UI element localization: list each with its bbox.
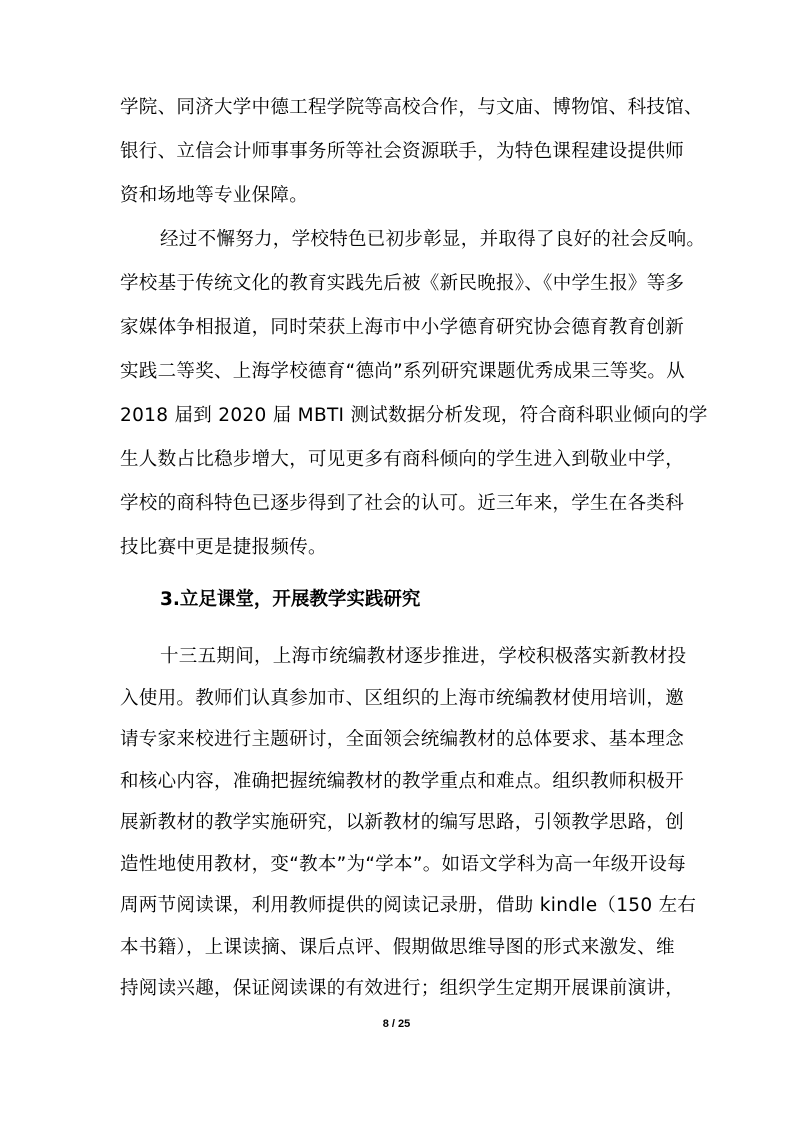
paragraph-3-line-8: 本书籍），上课读摘、课后点评、假期做思维导图的形式来激发、维 <box>120 936 675 958</box>
paragraph-3-line-2: 入使用。教师们认真参加市、区组织的上海市统编教材使用培训，邀 <box>120 687 685 709</box>
paragraph-3-line-6: 造性地使用教材，变“教本”为“学本”。如语文学科为高一年级开设每 <box>120 853 686 875</box>
paragraph-3-line-5: 展新教材的教学实施研究，以新教材的编写思路，引领教学思路，创 <box>120 812 685 833</box>
paragraph-3-line-4: 和核心内容，准确把握统编教材的教学重点和难点。组织教师积极开 <box>120 770 685 792</box>
paragraph-3-line-1: 十三五期间，上海市统编教材逐步推进，学校积极落实新教材投 <box>160 646 687 667</box>
paragraph-2-line-7: 学校的商科特色已逐步得到了社会的认可。近三年来，学生在各类科 <box>120 493 685 514</box>
paragraph-2-line-5: 2018 届到 2020 届 MBTI 测试数据分析发现，符合商科职业倾向的学 <box>120 405 708 426</box>
page-number: 8 / 25 <box>382 1018 411 1030</box>
paragraph-1-line-1: 学院、同济大学中德工程学院等高校合作，与文庙、博物馆、科技馆、 <box>120 97 703 118</box>
paragraph-3-line-9: 持阅读兴趣，保证阅读课的有效进行；组织学生定期开展课前演讲， <box>120 978 685 999</box>
paragraph-2-line-2: 学校基于传统文化的教育实践先后被《新民晚报》、《中学生报》等多 <box>120 273 685 294</box>
paragraph-2-line-8: 技比赛中更是捷报频传。 <box>120 537 327 558</box>
paragraph-3-line-3: 请专家来校进行主题研讨，全面领会统编教材的总体要求、基本理念 <box>120 729 685 750</box>
paragraph-3-line-7: 周两节阅读课，利用教师提供的阅读记录册，借助 kindle（150 左右 <box>120 895 697 916</box>
paragraph-1-line-2: 银行、立信会计师事事务所等社会资源联手，为特色课程建设提供师 <box>120 141 685 162</box>
paragraph-2-line-1: 经过不懈努力，学校特色已初步彰显，并取得了良好的社会反响。 <box>160 229 706 250</box>
paragraph-2-line-4: 实践二等奖、上海学校德育“德尚”系列研究课题优秀成果三等奖。从 <box>120 361 685 382</box>
paragraph-2-line-6: 生人数占比稳步增大，可见更多有商科倾向的学生进入到敬业中学， <box>120 449 685 470</box>
paragraph-2-line-3: 家媒体争相报道，同时荣获上海市中小学德育研究协会德育教育创新 <box>120 317 685 338</box>
paragraph-1-line-3: 资和场地等专业保障。 <box>120 185 309 206</box>
section-heading: 3.立足课堂，开展教学实践研究 <box>160 589 421 610</box>
